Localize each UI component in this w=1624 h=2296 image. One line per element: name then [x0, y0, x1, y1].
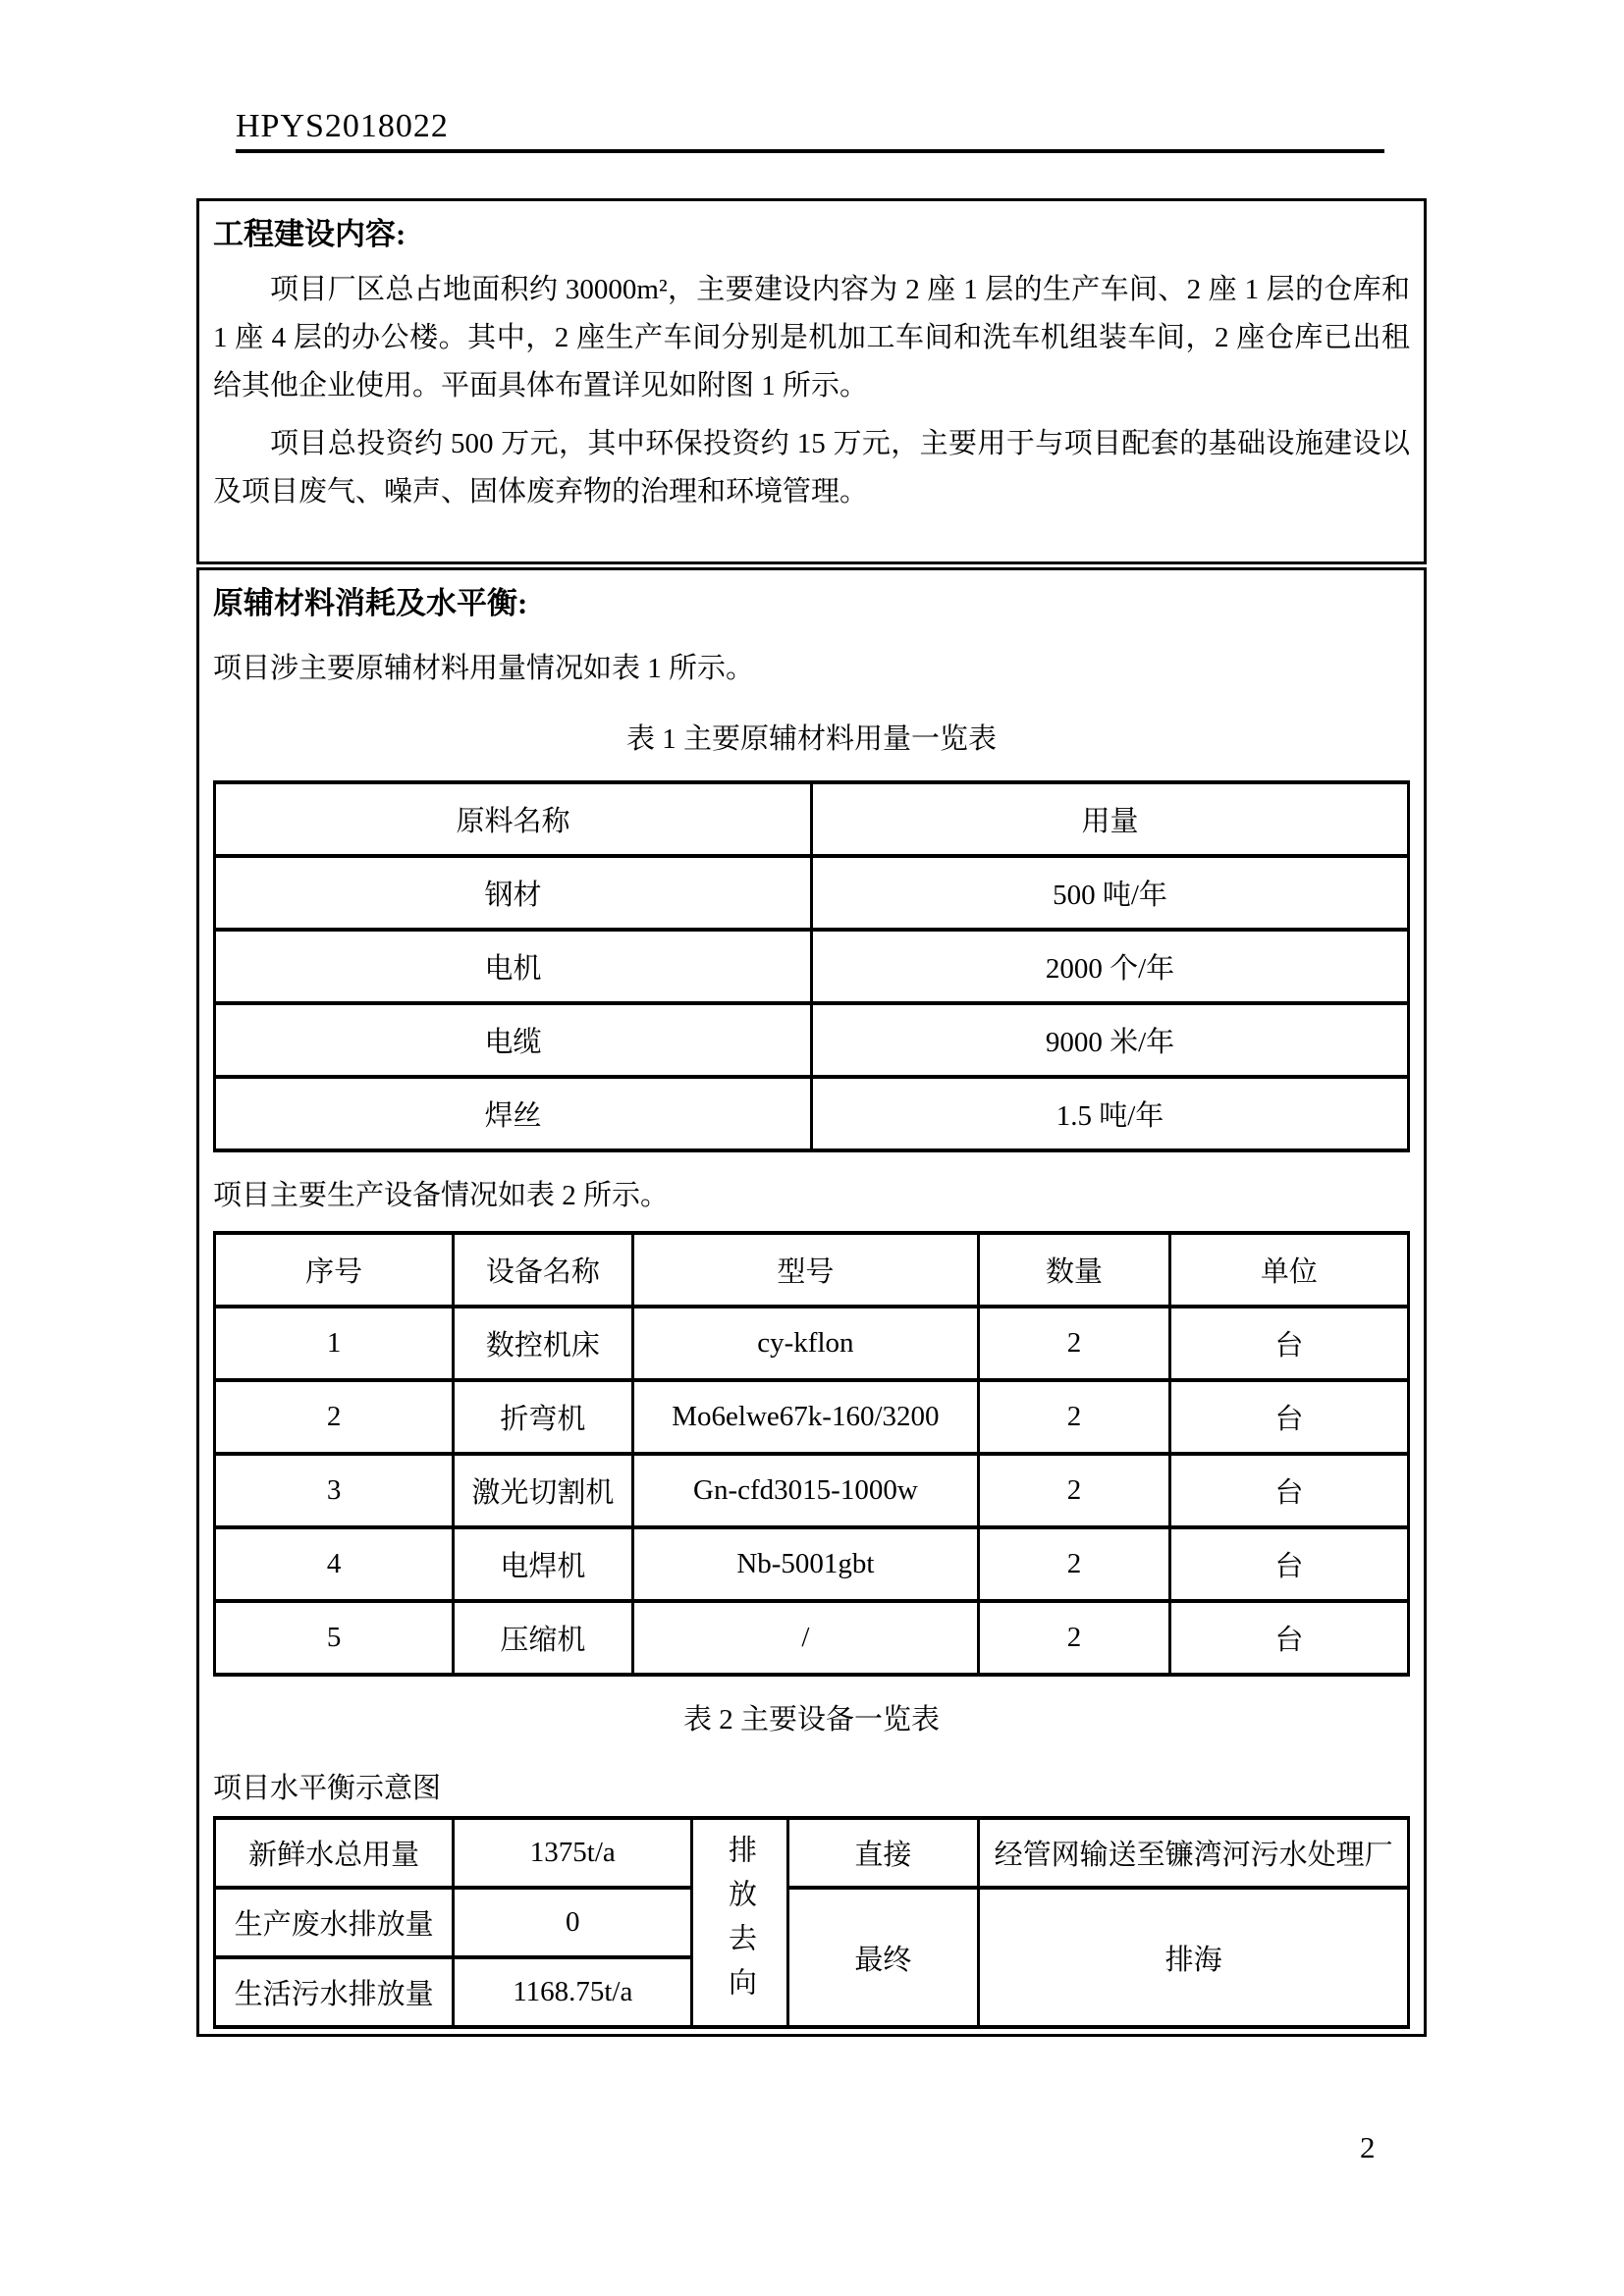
table1-cell-amount: 1.5 吨/年: [812, 1077, 1409, 1150]
table2-header-model: 型号: [632, 1233, 979, 1307]
table2-header-unit: 单位: [1169, 1233, 1408, 1307]
water-cell-label: 新鲜水总用量: [215, 1818, 454, 1888]
table-row: [215, 1307, 1409, 1380]
section-construction-content: [196, 198, 1427, 564]
table2-cell-unit: 台: [1169, 1454, 1408, 1527]
water-cell-final-value: 排海: [979, 1888, 1409, 2027]
table-row: [215, 856, 1409, 930]
table1-cell-material: 电机: [215, 930, 812, 1003]
table2-cell-model: cy-kflon: [632, 1307, 979, 1380]
table1-caption: 表 1 主要原辅材料用量一览表: [625, 723, 997, 755]
water-cell-value: 0: [454, 1888, 692, 1957]
intro-table1-text: 项目涉主要原辅材料用量情况如表 1 所示。: [213, 653, 755, 684]
table-row: [215, 1003, 1409, 1077]
paragraph-investment: 项目总投资约 500 万元，其中环保投资约 15 万元，主要用于与项目配套的基础设施建设以及项目废气、噪声、固体废弃物的治理和环境管理。: [213, 428, 1410, 507]
table2-header-quantity: 数量: [979, 1233, 1170, 1307]
page-number: 2: [1360, 2130, 1376, 2164]
table2-cell-equipment-name: 数控机床: [454, 1307, 632, 1380]
header-rule: [236, 149, 1384, 153]
table-raw-materials: [213, 780, 1410, 1152]
table2-cell-quantity: 2: [979, 1601, 1170, 1675]
intro-table2-text: 项目主要生产设备情况如表 2 所示。: [213, 1180, 670, 1211]
table-row: [215, 1888, 1409, 1957]
table-row: [215, 1454, 1409, 1527]
table2-cell-equipment-name: 压缩机: [454, 1601, 632, 1675]
table2-cell-model: /: [632, 1601, 979, 1675]
table2-cell-equipment-name: 激光切割机: [454, 1454, 632, 1527]
water-cell-label: 生产废水排放量: [215, 1888, 454, 1957]
table2-cell-quantity: 2: [979, 1527, 1170, 1601]
table2-cell-quantity: 2: [979, 1380, 1170, 1454]
table2-cell-index: 4: [215, 1527, 454, 1601]
header-document-code: HPYS2018022: [236, 108, 449, 144]
table1-cell-material: 钢材: [215, 856, 812, 930]
table-equipment: [213, 1231, 1410, 1677]
table-row: [215, 782, 1409, 856]
table2-cell-quantity: 2: [979, 1307, 1170, 1380]
water-cell-value: 1375t/a: [454, 1818, 692, 1888]
table1-cell-material: 焊丝: [215, 1077, 812, 1150]
table1-header-amount: 用量: [812, 782, 1409, 856]
table1-cell-amount: 500 吨/年: [812, 856, 1409, 930]
table-row: [215, 1818, 1409, 1888]
water-cell-direct-label: 直接: [787, 1818, 979, 1888]
section-materials-water-balance: [196, 567, 1427, 2037]
table-row: [215, 1527, 1409, 1601]
table2-header-equipment-name: 设备名称: [454, 1233, 632, 1307]
table1-cell-material: 电缆: [215, 1003, 812, 1077]
table-row: [215, 1233, 1409, 1307]
table2-cell-index: 2: [215, 1380, 454, 1454]
table1-cell-amount: 9000 米/年: [812, 1003, 1409, 1077]
water-cell-label: 生活污水排放量: [215, 1957, 454, 2027]
table2-caption: 表 2 主要设备一览表: [682, 1704, 940, 1735]
table-row: [215, 930, 1409, 1003]
table2-cell-equipment-name: 折弯机: [454, 1380, 632, 1454]
table-row: [215, 1077, 1409, 1150]
table2-cell-model: Gn-cfd3015-1000w: [632, 1454, 979, 1527]
table2-cell-unit: 台: [1169, 1380, 1408, 1454]
table2-cell-unit: 台: [1169, 1527, 1408, 1601]
table2-cell-model: Mo6elwe67k-160/3200: [632, 1380, 979, 1454]
section-title: 原辅材料消耗及水平衡:: [213, 586, 528, 620]
water-cell-discharge-direction: [692, 1818, 787, 2027]
table2-cell-quantity: 2: [979, 1454, 1170, 1527]
table2-cell-index: 1: [215, 1307, 454, 1380]
table-row: [215, 1380, 1409, 1454]
water-balance-title: 项目水平衡示意图: [213, 1773, 442, 1804]
water-cell-final-label: 最终: [787, 1888, 979, 2027]
discharge-direction-vertical-label: 排放去向: [725, 1834, 756, 2011]
table-water-balance: [213, 1816, 1410, 2029]
table2-cell-unit: 台: [1169, 1307, 1408, 1380]
table2-cell-equipment-name: 电焊机: [454, 1527, 632, 1601]
table1-header-material-name: 原料名称: [215, 782, 812, 856]
table-row: [215, 1601, 1409, 1675]
paragraph-site-area: 项目厂区总占地面积约 30000m²，主要建设内容为 2 座 1 层的生产车间、2 座 1 层的仓库和 1 座 4 层的办公楼。其中，2 座生产车间分别是机加工车间和洗车机组装车间，2 座仓库已出租给其他企业使用。平面具体布置详见如附图 1 所示。: [213, 274, 1410, 401]
table2-cell-index: 5: [215, 1601, 454, 1675]
section-title: 工程建设内容:: [213, 217, 406, 251]
table1-cell-amount: 2000 个/年: [812, 930, 1409, 1003]
table2-cell-model: Nb-5001gbt: [632, 1527, 979, 1601]
water-cell-direct-value: 经管网输送至镰湾河污水处理厂: [979, 1818, 1409, 1888]
table2-header-index: 序号: [215, 1233, 454, 1307]
table2-cell-unit: 台: [1169, 1601, 1408, 1675]
water-cell-value: 1168.75t/a: [454, 1957, 692, 2027]
table2-cell-index: 3: [215, 1454, 454, 1527]
